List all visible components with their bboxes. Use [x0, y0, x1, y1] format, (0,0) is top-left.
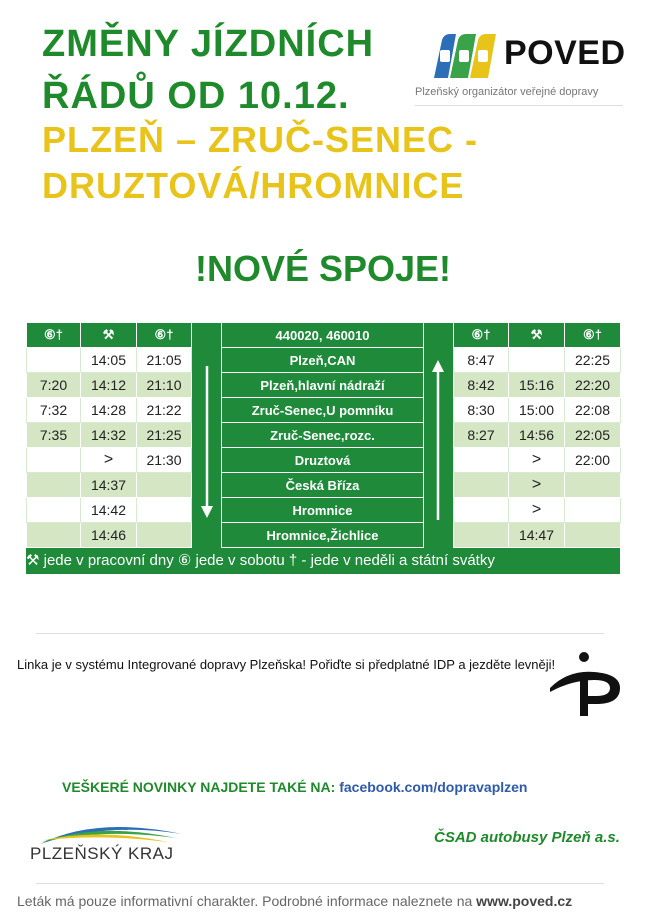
time-cell	[27, 448, 81, 473]
time-cell: 14:05	[81, 348, 137, 373]
idp-logo-icon	[548, 650, 624, 718]
new-connections-heading: !NOVÉ SPOJE!	[194, 248, 452, 289]
divider	[415, 105, 623, 106]
stop-name: Česká Bříza	[222, 473, 424, 498]
time-cell: >	[81, 448, 137, 473]
time-cell: 14:42	[81, 498, 137, 523]
saturday-icon: ⑥	[177, 552, 192, 569]
time-cell	[454, 448, 509, 473]
time-cell	[27, 473, 81, 498]
arrow-column	[424, 323, 454, 348]
time-cell: 15:16	[509, 373, 565, 398]
time-cell	[565, 523, 621, 548]
stop-name: Druztová	[222, 448, 424, 473]
time-cell: 14:46	[81, 523, 137, 548]
header-cell: ⑥†	[565, 323, 621, 348]
time-cell	[565, 498, 621, 523]
time-cell: 22:08	[565, 398, 621, 423]
time-cell	[509, 348, 565, 373]
idp-info-text: Linka je v systému Integrované dopravy Plzeňska! Pořiďte si předplatné IDP a jezděte levněji!	[17, 657, 556, 672]
time-cell: 14:37	[81, 473, 137, 498]
time-cell: 14:47	[509, 523, 565, 548]
stop-name: Plzeň,hlavní nádraží	[222, 373, 424, 398]
table-row	[27, 498, 621, 523]
timetable-legend	[26, 548, 620, 574]
time-cell: 22:00	[565, 448, 621, 473]
workdays-icon: ⚒	[26, 552, 40, 569]
time-cell	[137, 523, 192, 548]
arrow-down-icon	[198, 364, 216, 522]
time-cell	[27, 523, 81, 548]
divider	[36, 633, 604, 634]
stop-name: Plzeň,CAN	[222, 348, 424, 373]
time-cell	[454, 498, 509, 523]
time-cell: 21:30	[137, 448, 192, 473]
time-cell: 22:05	[565, 423, 621, 448]
time-cell: 21:10	[137, 373, 192, 398]
time-cell: 8:30	[454, 398, 509, 423]
poved-name: POVED	[504, 34, 626, 72]
time-cell	[27, 498, 81, 523]
header-cell: ⑥†	[27, 323, 81, 348]
csad-logo-text: ČSAD autobusy Plzeň a.s.	[434, 829, 620, 846]
header-cell: ⚒	[81, 323, 137, 348]
time-cell: 21:05	[137, 348, 192, 373]
time-cell: 21:22	[137, 398, 192, 423]
news-label: VEŠKERÉ NOVINKY NAJDETE TAKÉ NA:	[62, 779, 336, 795]
stop-name: Zruč-Senec,U pomníku	[222, 398, 424, 423]
legend-workdays: jede v pracovní dny	[43, 552, 174, 569]
time-cell: 14:56	[509, 423, 565, 448]
title-line-1: ZMĚNY JÍZDNÍCH	[42, 23, 375, 65]
time-cell: 15:00	[509, 398, 565, 423]
legend-sunday: - jede v neděli a státní svátky	[301, 552, 495, 569]
route-line-1: PLZEŇ – ZRUČ-SENEC -	[42, 119, 479, 160]
time-cell: 14:32	[81, 423, 137, 448]
time-cell: 8:42	[454, 373, 509, 398]
table-row	[27, 523, 621, 548]
header-cell: ⚒	[509, 323, 565, 348]
timetable-grid	[26, 322, 621, 548]
time-cell: 14:12	[81, 373, 137, 398]
time-cell	[454, 523, 509, 548]
time-cell: >	[509, 448, 565, 473]
table-row	[27, 448, 621, 473]
header-cell: ⑥†	[137, 323, 192, 348]
arrow-column	[424, 523, 454, 548]
stop-name: Hromnice	[222, 498, 424, 523]
table-row	[27, 423, 621, 448]
time-cell: 7:20	[27, 373, 81, 398]
time-cell: 21:25	[137, 423, 192, 448]
table-row	[27, 473, 621, 498]
footer-text: Leták má pouze informativní charakter. Podrobné informace naleznete na	[17, 893, 473, 909]
time-cell	[137, 473, 192, 498]
time-cell: 7:35	[27, 423, 81, 448]
time-cell	[27, 348, 81, 373]
header-cell: ⑥†	[454, 323, 509, 348]
time-cell: 8:47	[454, 348, 509, 373]
arrow-up-icon	[429, 358, 447, 522]
website-link[interactable]: www.poved.cz	[476, 893, 573, 909]
stop-name: Zruč-Senec,rozc.	[222, 423, 424, 448]
time-cell: 14:28	[81, 398, 137, 423]
time-cell: 8:27	[454, 423, 509, 448]
line-numbers: 440020, 460010	[222, 323, 424, 348]
news-banner	[62, 779, 527, 795]
time-cell: >	[509, 473, 565, 498]
footer	[17, 893, 572, 909]
table-row	[27, 348, 621, 373]
legend-saturday: jede v sobotu	[195, 552, 285, 569]
table-row	[27, 398, 621, 423]
table-row	[27, 373, 621, 398]
time-cell: >	[509, 498, 565, 523]
sunday-icon: †	[288, 552, 298, 569]
plzensky-kraj-name: PLZEŇSKÝ KRAJ	[30, 844, 174, 863]
stop-name: Hromnice,Žichlice	[222, 523, 424, 548]
route-line-2: DRUZTOVÁ/HROMNICE	[42, 165, 465, 206]
time-cell	[454, 473, 509, 498]
timetable	[26, 322, 620, 574]
time-cell: 22:25	[565, 348, 621, 373]
poved-subtitle: Plzeňský organizátor veřejné dopravy	[415, 86, 599, 98]
facebook-link[interactable]: facebook.com/dopravaplzen	[339, 779, 528, 795]
arrow-column	[192, 323, 222, 348]
divider	[36, 883, 604, 884]
title-line-2: ŘÁDŮ OD 10.12.	[42, 75, 350, 117]
arrow-column	[192, 523, 222, 548]
time-cell	[565, 473, 621, 498]
time-cell: 22:20	[565, 373, 621, 398]
time-cell	[137, 498, 192, 523]
table-header-row	[27, 323, 621, 348]
time-cell: 7:32	[27, 398, 81, 423]
